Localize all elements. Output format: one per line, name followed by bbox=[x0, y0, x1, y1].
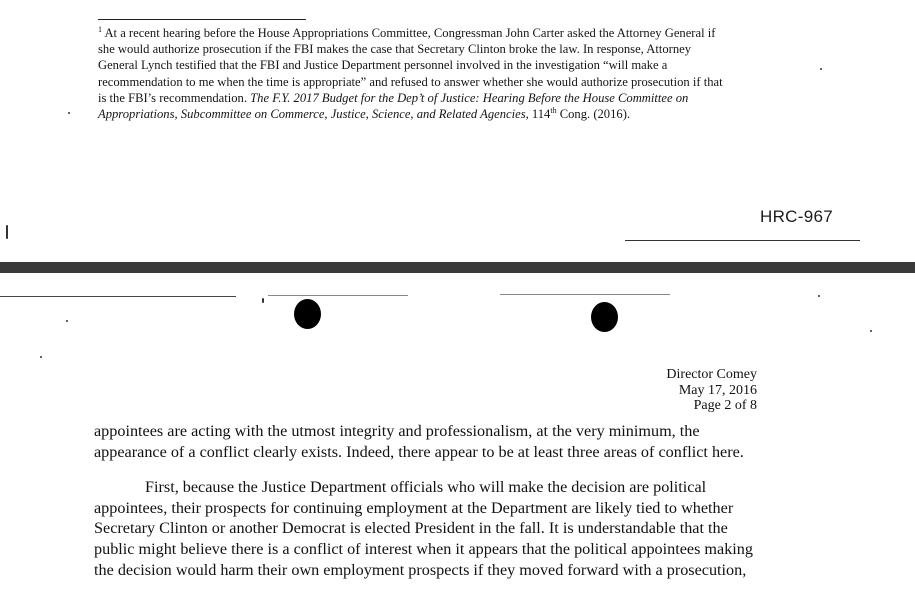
previous-page bbox=[0, 0, 915, 262]
letter-body bbox=[94, 421, 794, 580]
footnote-line: recommendation to me when the time is appropriate” and refused to answer whether she would authorize prosecution if that bbox=[98, 74, 723, 89]
footnote bbox=[98, 25, 818, 122]
citation-title: The F.Y. 2017 Budget for the Dep’t of Justice: Hearing Before the House Committee on bbox=[250, 90, 689, 105]
body-line: appearance of a conflict clearly exists. Indeed, there appear to be at least three areas of conflict here. bbox=[94, 442, 744, 461]
scan-line bbox=[0, 296, 236, 297]
header-recipient: Director Comey bbox=[666, 367, 757, 382]
footnote-line: General Lynch testified that the FBI and Justice Department personnel involved in the investigation “will make a bbox=[98, 58, 668, 73]
scan-speck bbox=[262, 298, 264, 303]
stamp-underline bbox=[625, 240, 860, 241]
punch-hole-right bbox=[591, 302, 618, 332]
scan-speck bbox=[818, 295, 820, 297]
body-line: the decision would harm their own employment prospects if they moved forward with a prosecution, bbox=[94, 560, 747, 579]
footnote-line: $^1$ At a recent hearing before the House Appropriations Committee, Congressman John Carter asked the Attorney General if bbox=[98, 24, 716, 40]
page-separator bbox=[0, 262, 915, 273]
paragraph-gap bbox=[94, 462, 794, 477]
punch-hole-left bbox=[294, 299, 321, 329]
scan-line bbox=[268, 295, 408, 296]
scan-speck bbox=[870, 330, 872, 332]
footnote-line: she would authorize prosecution if the FBI makes the case that Secretary Clinton broke the law. In response, Attorney bbox=[98, 42, 692, 57]
scan-mark bbox=[6, 225, 8, 239]
footnote-marker: 1 bbox=[98, 24, 102, 34]
body-line: Secretary Clinton or another Democrat is elected President in the fall. It is understandable that the bbox=[94, 519, 728, 538]
letter-header bbox=[652, 367, 757, 414]
footnote-line: is the FBI’s recommendation. The F.Y. 2017 Budget for the Dep’t of Justice: Hearing Before the House Committee on bbox=[98, 90, 689, 105]
body-line: First, because the Justice Department officials who will make the decision are political bbox=[145, 478, 707, 497]
scan-speck bbox=[68, 112, 70, 114]
bates-stamp: HRC-967 bbox=[760, 207, 833, 226]
scan-speck bbox=[820, 68, 822, 70]
citation-subcommittee: Appropriations, Subcommittee on Commerce, Justice, Science, and Related Agencies bbox=[98, 107, 526, 122]
body-line: appointees are acting with the utmost integrity and professionalism, at the very minimum, the bbox=[94, 422, 700, 440]
footnote-separator bbox=[98, 19, 306, 20]
body-line: public might believe there is a conflict of interest when it appears that the political appointees making bbox=[94, 539, 753, 558]
scan-speck bbox=[40, 356, 42, 358]
body-line: appointees, their prospects for continuing employment at the Department are likely tied to whether bbox=[94, 498, 734, 517]
header-page-number: Page 2 of 8 bbox=[693, 398, 757, 414]
header-date: May 17, 2016 bbox=[678, 382, 757, 398]
scan-speck bbox=[66, 320, 68, 322]
scan-line bbox=[500, 294, 670, 295]
footnote-line: Appropriations, Subcommittee on Commerce, Justice, Science, and Related Agencies, 114th Cong. (2016). bbox=[98, 105, 631, 122]
